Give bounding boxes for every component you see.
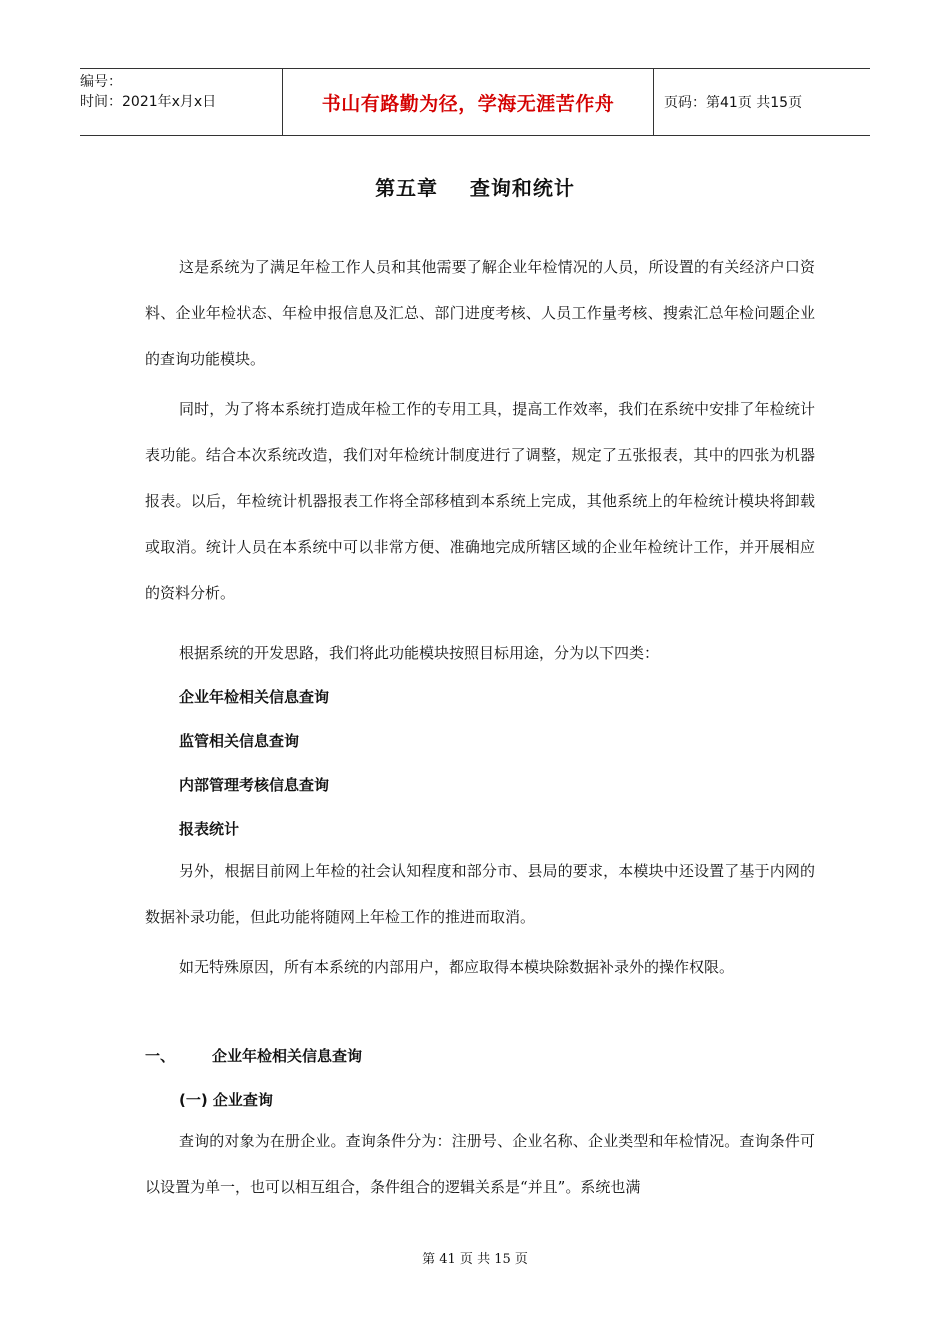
paragraph-intro: 这是系统为了满足年检工作人员和其他需要了解企业年检情况的人员，所设置的有关经济户口资料、企业年检状态、年检申报信息及汇总、部门进度考核、人员工作量考核、搜索汇总年检问题企业的查询功能模块。: [145, 258, 815, 368]
paragraph-statistics: 同时，为了将本系统打造成年检工作的专用工具，提高工作效率，我们在系统中安排了年检统计表功能。结合本次系统改造，我们对年检统计制度进行了调整，规定了五张报表，其中的四张为机器报表。以后，年检统计机器报表工作将全部移植到本系统上完成，其他系统上的年检统计模块将卸载或取消。统计人员在本系统中可以非常方便、准确地完成所辖区域的企业年检统计工作，并开展相应的资料分析。: [145, 400, 815, 602]
category-item: 报表统计: [179, 820, 240, 838]
subsection-heading: (一) 企业查询: [179, 1091, 273, 1109]
paragraph-supplement: 另外，根据目前网上年检的社会认知程度和部分市、县局的要求，本模块中还设置了基于内网的数据补录功能，但此功能将随网上年检工作的推进而取消。: [145, 862, 815, 926]
header-id-label: 编号：: [80, 74, 122, 90]
section-title: 企业年检相关信息查询: [212, 1047, 363, 1065]
paragraph-permissions: 如无特殊原因，所有本系统的内部用户，都应取得本模块除数据补录外的操作权限。: [179, 958, 735, 976]
chapter-title: 第五章 查询和统计: [375, 176, 575, 200]
paragraph-query: 查询的对象为在册企业。查询条件分为：注册号、企业名称、企业类型和年检情况。查询条件可以设置为单一，也可以相互组合，条件组合的逻辑关系是“并且”。系统也满: [145, 1132, 815, 1196]
header-meta: [80, 69, 282, 135]
header-time-label: 时间：2021年x月x日: [80, 94, 217, 110]
page-footer: 第 41 页 共 15 页: [422, 1252, 528, 1267]
category-item: 监管相关信息查询: [179, 732, 300, 750]
header-motto: 书山有路勤为径，学海无涯苦作舟: [282, 69, 654, 135]
category-item: 内部管理考核信息查询: [179, 776, 330, 794]
section-heading: [145, 1045, 362, 1066]
header-page-label: 页码：第41页 共15页: [664, 95, 803, 111]
paragraph-categories-intro: 根据系统的开发思路，我们将此功能模块按照目标用途，分为以下四类：: [179, 644, 660, 662]
page-header: [80, 68, 870, 136]
category-item: 企业年检相关信息查询: [179, 688, 330, 706]
section-number: 一、: [145, 1047, 176, 1065]
